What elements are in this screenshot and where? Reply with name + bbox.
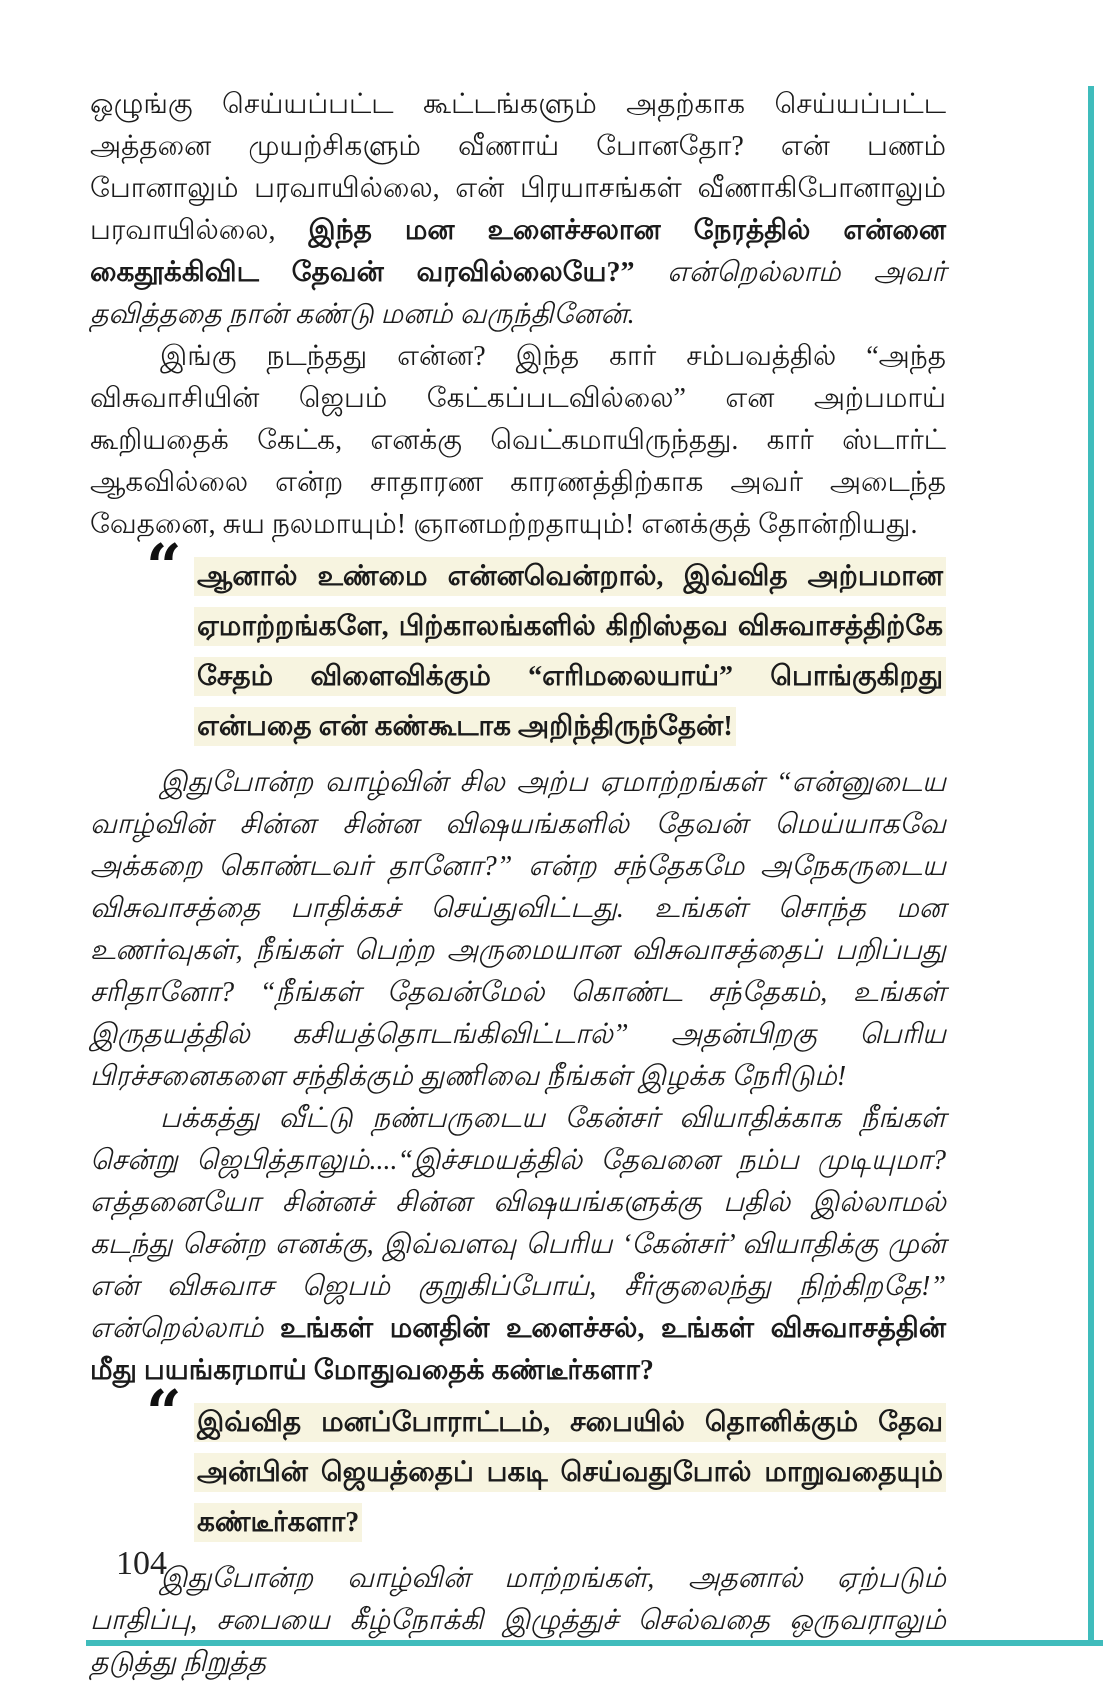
pull-quote [146,1376,946,1548]
quote-mark-icon: “ [146,530,182,603]
paragraph: இதுபோன்ற வாழ்வின் மாற்றங்கள், அதனால் ஏற்படும் பாதிப்பு, சபையை கீழ்நோக்கி இழுத்துச் செல்வதை ஒருவராலும் தடுத்து நிறுத்த [90,1563,946,1678]
paragraph: இங்கு நடந்தது என்ன? இந்த கார் சம்பவத்தில் “அந்த விசுவாசியின் ஜெபம் கேட்கப்படவில்லை” என அற்பமாய் கூறியதைக் கேட்க, எனக்கு வெட்கமாயிருந்தது. கார் ஸ்டார்ட் ஆகவில்லை என்ற சாதாரண காரணத்திற்காக அவர் அடைந்த வேதனை, சுய நலமாயும்! ஞானமற்றதாயும்! எனக்குத் தோன்றியது. [90,341,946,540]
text-column [90,84,946,1684]
scan-edge-right [1088,86,1094,1646]
highlighted-quote-text: ஆனால் உண்மை என்னவென்றால், இவ்வித அற்பமான ஏமாற்றங்களே, பிற்காலங்களில் கிறிஸ்தவ விசுவாசத்திற்கே சேதம் விளைவிக்கும் “எரிமலையாய்” பொங்குகிறது என்பதை என் கண்கூடாக அறிந்திருந்தேன்! [194,552,946,752]
paragraph: ஒழுங்கு செய்யப்பட்ட கூட்டங்களும் அதற்காக செய்யப்பட்ட அத்தனை முயற்சிகளும் வீணாய் போனதோ? என் பணம் போனாலும் பரவாயில்லை, என் பிரயாசங்கள் வீணாகிபோனாலும் பரவாயில்லை, இந்த மன உளைச்சலான நேரத்தில் என்னை கைதூக்கிவிட தேவன் வரவில்லையே?” என்றெல்லாம் அவர் தவித்ததை நான் கண்டு மனம் வருந்தினேன். [90,89,946,330]
quote-mark-icon: “ [146,1376,182,1449]
paragraph: பக்கத்து வீட்டு நண்பருடைய கேன்சர் வியாதிக்காக நீங்கள் சென்று ஜெபித்தாலும்....“இச்சமயத்தில் தேவனை நம்ப முடியுமா? எத்தனையோ சின்னச் சின்ன விஷயங்களுக்கு பதில் இல்லாமல் கடந்து சென்ற எனக்கு, இவ்வளவு பெரிய ‘கேன்சர்’ வியாதிக்கு முன் என் விசுவாச ஜெபம் குறுகிப்போய், சீர்குலைந்து நிற்கிறதே!” என்றெல்லாம் உங்கள் மனதின் உளைச்சல், உங்கள் விசுவாசத்தின் மீது பயங்கரமாய் மோதுவதைக் கண்டீர்களா? [90,1103,946,1386]
page-footer [116,1545,167,1583]
scan-edge-bottom [86,1640,1103,1646]
paragraph: இதுபோன்ற வாழ்வின் சில அற்ப ஏமாற்றங்கள் “என்னுடைய வாழ்வின் சின்ன சின்ன விஷயங்களில் தேவன் மெய்யாகவே அக்கறை கொண்டவர் தானோ?” என்ற சந்தேகமே அநேகருடைய விசுவாசத்தை பாதிக்கச் செய்துவிட்டது. உங்கள் சொந்த மன உணர்வுகள், நீங்கள் பெற்ற அருமையான விசுவாசத்தைப் பறிப்பது சரிதானோ? “நீங்கள் தேவன்மேல் கொண்ட சந்தேகம், உங்கள் இருதயத்தில் கசியத்தொடங்கிவிட்டால்” அதன்பிறகு பெரிய பிரச்சனைகளை சந்திக்கும் துணிவை நீங்கள் இழக்க நேரிடும்! [90,767,946,1092]
pull-quote [146,530,946,752]
page-number: 104 [116,1545,167,1582]
highlighted-quote-text: இவ்வித மனப்போராட்டம், சபையில் தொனிக்கும் தேவ அன்பின் ஜெயத்தைப் பகடி செய்வதுபோல் மாறுவதையும் கண்டீர்களா? [194,1398,946,1548]
